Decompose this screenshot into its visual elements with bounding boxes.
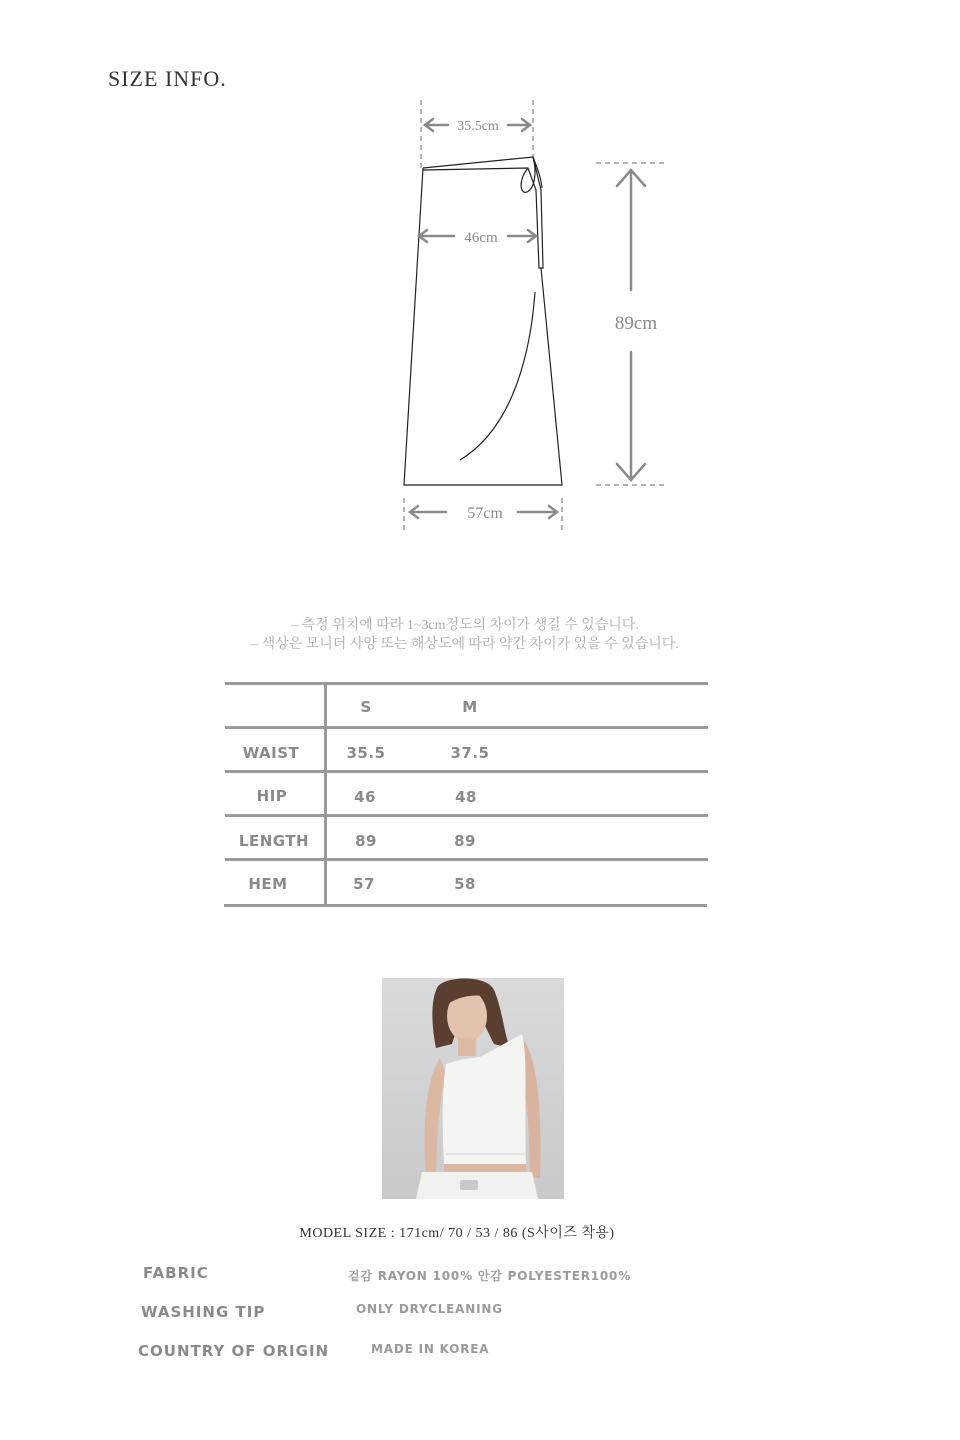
table-cell: 46: [354, 788, 376, 806]
table-rule: [225, 726, 708, 729]
washing-tip-label: WASHING TIP: [141, 1303, 266, 1321]
row-label-hem: HEM: [248, 875, 288, 893]
table-cell: 35.5: [346, 744, 386, 762]
table-divider: [324, 684, 327, 904]
table-cell: 89: [454, 832, 476, 850]
table-rule: [225, 770, 708, 773]
model-photo: [382, 978, 564, 1199]
row-label-length: LENGTH: [238, 832, 310, 850]
length-dimension-label: 89cm: [614, 313, 658, 334]
country-of-origin-value: MADE IN KOREA: [371, 1342, 490, 1356]
table-cell: 37.5: [450, 744, 490, 762]
table-rule: [225, 814, 708, 817]
table-rule: [224, 904, 707, 907]
waist-dimension-label: 35.5cm: [457, 119, 499, 134]
fabric-label: FABRIC: [143, 1264, 209, 1282]
hem-dimension-label: 57cm: [467, 505, 503, 522]
table-cell: 89: [355, 832, 377, 850]
table-cell: 48: [455, 788, 477, 806]
table-cell: 58: [454, 875, 476, 893]
note-line: – 측정 위치에 따라 1~3cm정도의 차이가 생길 수 있습니다.: [291, 618, 639, 633]
page-title: SIZE INFO.: [108, 66, 227, 91]
fabric-value: 겉감 RAYON 100% 안감 POLYESTER100%: [348, 1269, 632, 1283]
row-label-hip: HIP: [256, 787, 288, 805]
model-illustration: [382, 978, 564, 1199]
washing-tip-value: ONLY DRYCLEANING: [356, 1302, 503, 1316]
table-rule: [225, 858, 708, 861]
column-header-s: S: [360, 698, 372, 716]
model-size-text: MODEL SIZE : 171cm/ 70 / 53 / 86 (S사이즈 착용): [299, 1226, 615, 1241]
table-rule: [225, 682, 708, 685]
table-cell: 57: [353, 875, 375, 893]
hip-dimension-label: 46cm: [464, 230, 498, 246]
row-label-waist: WAIST: [242, 744, 300, 762]
country-of-origin-label: COUNTRY OF ORIGIN: [138, 1342, 330, 1360]
column-header-m: M: [462, 698, 478, 716]
note-line: – 색상은 모니터 사양 또는 해상도에 따라 약간 차이가 있을 수 있습니다.: [251, 637, 679, 652]
